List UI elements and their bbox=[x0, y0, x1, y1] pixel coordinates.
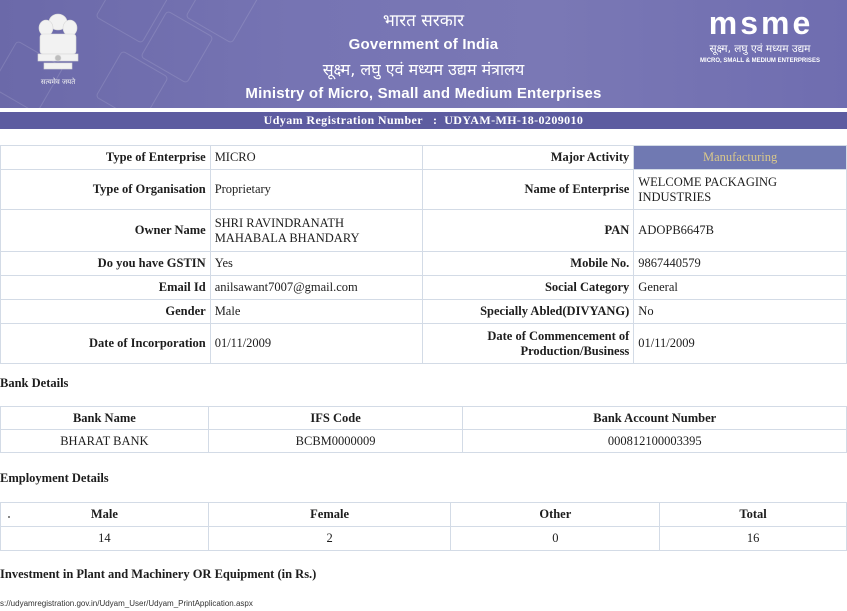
msme-logo-english: MICRO, SMALL & MEDIUM ENTERPRISES bbox=[700, 58, 820, 64]
detail-value: anilsawant7007@gmail.com bbox=[210, 276, 422, 300]
table-row bbox=[1, 276, 847, 300]
hindi-government-title: भारत सरकार bbox=[382, 11, 465, 31]
header-banner bbox=[0, 0, 847, 108]
emblem-caption: सत्यमेव जयते bbox=[40, 78, 76, 86]
svg-text:msme: msme bbox=[708, 8, 814, 38]
table-row bbox=[1, 324, 847, 364]
detail-value: Yes bbox=[210, 252, 422, 276]
detail-value: Proprietary bbox=[210, 170, 422, 210]
employment-details-table bbox=[0, 502, 847, 551]
msme-logo bbox=[697, 8, 825, 38]
column-header: Other bbox=[451, 503, 660, 527]
detail-value: 01/11/2009 bbox=[634, 324, 847, 364]
registration-number: UDYAM-MH-18-0209010 bbox=[444, 113, 584, 127]
table-cell: 0 bbox=[451, 527, 660, 551]
major-activity-value: Manufacturing bbox=[634, 146, 847, 170]
print-url-footer: s://udyamregistration.gov.in/Udyam_User/Udyam_PrintApplication.aspx bbox=[0, 599, 253, 608]
detail-label: Gender bbox=[1, 300, 211, 324]
detail-value: MICRO bbox=[210, 146, 422, 170]
registration-separator: : bbox=[432, 113, 438, 127]
bank-details-heading: Bank Details bbox=[0, 376, 69, 390]
detail-label: Social Category bbox=[422, 276, 634, 300]
bank-details-table bbox=[0, 406, 847, 453]
detail-value: WELCOME PACKAGING INDUSTRIES bbox=[634, 170, 847, 210]
detail-value: No bbox=[634, 300, 847, 324]
detail-value: ADOPB6647B bbox=[634, 210, 847, 252]
detail-value: General bbox=[634, 276, 847, 300]
investment-heading: Investment in Plant and Machinery OR Equipment (in Rs.) bbox=[0, 567, 317, 581]
detail-label: Name of Enterprise bbox=[422, 170, 634, 210]
table-row bbox=[1, 503, 847, 527]
registration-number-bar bbox=[0, 112, 847, 129]
column-header: Female bbox=[208, 503, 451, 527]
table-row bbox=[1, 252, 847, 276]
table-row bbox=[1, 146, 847, 170]
detail-label: Type of Organisation bbox=[1, 170, 211, 210]
enterprise-details-table bbox=[0, 145, 847, 364]
detail-label: Owner Name bbox=[1, 210, 211, 252]
column-header: Male bbox=[1, 503, 209, 527]
detail-label: PAN bbox=[422, 210, 634, 252]
registration-label: Udyam Registration Number bbox=[263, 113, 423, 127]
msme-logo-hindi: सूक्ष्म, लघु एवं मध्यम उद्यम bbox=[709, 43, 811, 55]
ministry-title: Ministry of Micro, Small and Medium Enterprises bbox=[245, 85, 602, 102]
table-cell: 2 bbox=[208, 527, 451, 551]
hindi-ministry-title: सूक्ष्म, लघु एवं मध्यम उद्यम मंत्रालय bbox=[322, 60, 525, 79]
detail-value: Male bbox=[210, 300, 422, 324]
column-header: IFS Code bbox=[208, 407, 463, 430]
table-row bbox=[1, 210, 847, 252]
table-cell: BCBM0000009 bbox=[208, 430, 463, 453]
detail-label: Specially Abled(DIVYANG) bbox=[422, 300, 634, 324]
table-cell: BHARAT BANK bbox=[1, 430, 209, 453]
table-cell: 14 bbox=[1, 527, 209, 551]
detail-label: Email Id bbox=[1, 276, 211, 300]
detail-label: Do you have GSTIN bbox=[1, 252, 211, 276]
employment-details-heading: Employment Details bbox=[0, 471, 109, 485]
detail-label: Major Activity bbox=[422, 146, 634, 170]
detail-value: SHRI RAVINDRANATH MAHABALA BHANDARY bbox=[210, 210, 422, 252]
table-row bbox=[1, 430, 847, 453]
table-row bbox=[1, 300, 847, 324]
detail-value: 01/11/2009 bbox=[210, 324, 422, 364]
table-cell: 16 bbox=[660, 527, 847, 551]
detail-label: Date of Incorporation bbox=[1, 324, 211, 364]
detail-value: 9867440579 bbox=[634, 252, 847, 276]
detail-label: Type of Enterprise bbox=[1, 146, 211, 170]
column-header: Bank Name bbox=[1, 407, 209, 430]
table-row bbox=[1, 527, 847, 551]
table-row bbox=[1, 407, 847, 430]
government-title: Government of India bbox=[348, 36, 499, 53]
detail-label: Date of Commencement of Production/Business bbox=[422, 324, 634, 364]
column-header: Total bbox=[660, 503, 847, 527]
column-header: Bank Account Number bbox=[463, 407, 847, 430]
table-cell: 000812100003395 bbox=[463, 430, 847, 453]
table-row bbox=[1, 170, 847, 210]
detail-label: Mobile No. bbox=[422, 252, 634, 276]
